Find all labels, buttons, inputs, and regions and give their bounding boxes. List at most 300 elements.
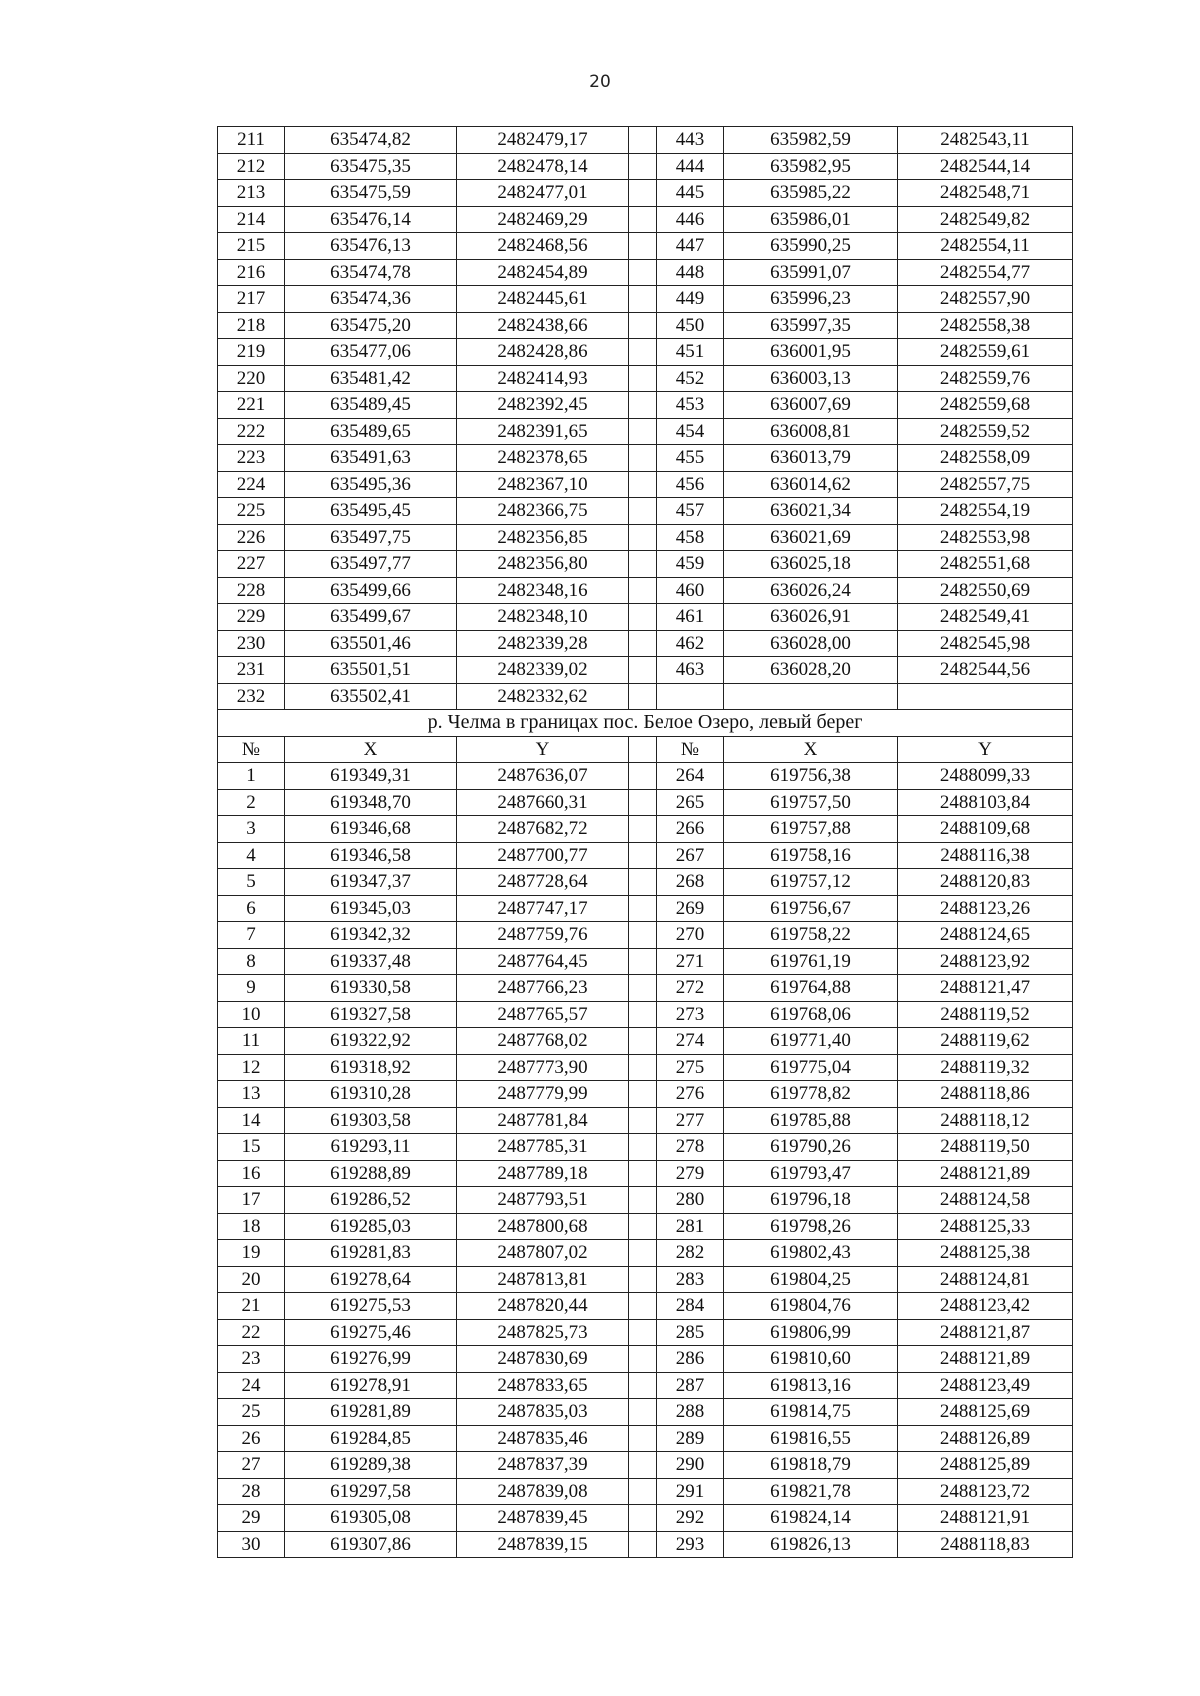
- y-coordinate-cell: 2487779,99: [457, 1081, 629, 1108]
- point-number-cell: 264: [657, 763, 724, 790]
- point-number-cell: 11: [218, 1028, 285, 1055]
- point-number-cell: 221: [218, 392, 285, 419]
- spacer-cell: [629, 869, 657, 896]
- x-coordinate-cell: 619768,06: [724, 1001, 898, 1028]
- spacer-cell: [629, 1081, 657, 1108]
- x-coordinate-cell: 619810,60: [724, 1346, 898, 1373]
- spacer-cell: [629, 1425, 657, 1452]
- point-number-cell: 3: [218, 816, 285, 843]
- x-coordinate-cell: 636003,13: [724, 365, 898, 392]
- x-coordinate-cell: 635499,66: [285, 577, 457, 604]
- point-number-cell: 219: [218, 339, 285, 366]
- x-coordinate-cell: 635982,59: [724, 127, 898, 154]
- y-coordinate-cell: 2482477,01: [457, 180, 629, 207]
- x-coordinate-cell: 635990,25: [724, 233, 898, 260]
- point-number-cell: [657, 683, 724, 710]
- x-coordinate-cell: 619305,08: [285, 1505, 457, 1532]
- point-number-cell: 284: [657, 1293, 724, 1320]
- point-number-cell: 19: [218, 1240, 285, 1267]
- point-number-cell: 447: [657, 233, 724, 260]
- point-number-cell: 16: [218, 1160, 285, 1187]
- y-coordinate-cell: 2482454,89: [457, 259, 629, 286]
- x-coordinate-cell: 635489,65: [285, 418, 457, 445]
- table-row: [218, 445, 1073, 472]
- y-coordinate-cell: 2482559,61: [898, 339, 1073, 366]
- y-coordinate-cell: 2488123,72: [898, 1478, 1073, 1505]
- spacer-cell: [629, 657, 657, 684]
- spacer-cell: [629, 445, 657, 472]
- point-number-cell: 212: [218, 153, 285, 180]
- x-coordinate-cell: 619771,40: [724, 1028, 898, 1055]
- x-coordinate-cell: 619284,85: [285, 1425, 457, 1452]
- spacer-cell: [629, 1505, 657, 1532]
- y-coordinate-cell: 2482549,41: [898, 604, 1073, 631]
- x-coordinate-cell: 636025,18: [724, 551, 898, 578]
- x-coordinate-cell: 619276,99: [285, 1346, 457, 1373]
- y-coordinate-cell: 2488119,32: [898, 1054, 1073, 1081]
- section-title-row: [218, 710, 1073, 737]
- y-coordinate-cell: 2487747,17: [457, 895, 629, 922]
- point-number-cell: 275: [657, 1054, 724, 1081]
- y-coordinate-cell: 2488109,68: [898, 816, 1073, 843]
- y-coordinate-cell: 2482553,98: [898, 524, 1073, 551]
- y-coordinate-cell: 2487636,07: [457, 763, 629, 790]
- point-number-cell: 20: [218, 1266, 285, 1293]
- point-number-cell: 265: [657, 789, 724, 816]
- y-coordinate-cell: 2488119,62: [898, 1028, 1073, 1055]
- y-coordinate-cell: 2487825,73: [457, 1319, 629, 1346]
- spacer-cell: [629, 418, 657, 445]
- table-row: [218, 683, 1073, 710]
- y-coordinate-cell: 2482469,29: [457, 206, 629, 233]
- point-number-cell: 293: [657, 1531, 724, 1558]
- point-number-cell: 228: [218, 577, 285, 604]
- y-coordinate-cell: 2487830,69: [457, 1346, 629, 1373]
- spacer-cell: [629, 127, 657, 154]
- point-number-cell: 289: [657, 1425, 724, 1452]
- table-row: [218, 153, 1073, 180]
- y-coordinate-cell: 2487833,65: [457, 1372, 629, 1399]
- y-coordinate-cell: 2488121,91: [898, 1505, 1073, 1532]
- y-coordinate-cell: 2488124,81: [898, 1266, 1073, 1293]
- point-number-cell: 267: [657, 842, 724, 869]
- y-coordinate-cell: 2488123,49: [898, 1372, 1073, 1399]
- point-number-cell: 29: [218, 1505, 285, 1532]
- y-coordinate-cell: 2487759,76: [457, 922, 629, 949]
- x-coordinate-cell: 635501,51: [285, 657, 457, 684]
- point-number-cell: №: [218, 736, 285, 763]
- spacer-cell: [629, 180, 657, 207]
- y-coordinate-cell: 2482366,75: [457, 498, 629, 525]
- point-number-cell: 453: [657, 392, 724, 419]
- table-row: [218, 339, 1073, 366]
- table-row: [218, 180, 1073, 207]
- y-coordinate-cell: 2488126,89: [898, 1425, 1073, 1452]
- x-coordinate-cell: X: [285, 736, 457, 763]
- y-coordinate-cell: 2482392,45: [457, 392, 629, 419]
- x-coordinate-cell: 619348,70: [285, 789, 457, 816]
- point-number-cell: 458: [657, 524, 724, 551]
- spacer-cell: [629, 1372, 657, 1399]
- y-coordinate-cell: 2488123,26: [898, 895, 1073, 922]
- y-coordinate-cell: 2482348,10: [457, 604, 629, 631]
- table-row: [218, 842, 1073, 869]
- point-number-cell: 24: [218, 1372, 285, 1399]
- y-coordinate-cell: 2482559,52: [898, 418, 1073, 445]
- point-number-cell: 13: [218, 1081, 285, 1108]
- point-number-cell: 220: [218, 365, 285, 392]
- y-coordinate-cell: 2482367,10: [457, 471, 629, 498]
- x-coordinate-cell: 619297,58: [285, 1478, 457, 1505]
- spacer-cell: [629, 1319, 657, 1346]
- y-coordinate-cell: 2487807,02: [457, 1240, 629, 1267]
- spacer-cell: [629, 1452, 657, 1479]
- table-row: [218, 577, 1073, 604]
- point-number-cell: 2: [218, 789, 285, 816]
- y-coordinate-cell: 2488125,89: [898, 1452, 1073, 1479]
- x-coordinate-cell: 619796,18: [724, 1187, 898, 1214]
- x-coordinate-cell: 619346,68: [285, 816, 457, 843]
- point-number-cell: 211: [218, 127, 285, 154]
- spacer-cell: [629, 736, 657, 763]
- x-coordinate-cell: 635497,75: [285, 524, 457, 551]
- table-row: [218, 604, 1073, 631]
- point-number-cell: 460: [657, 577, 724, 604]
- point-number-cell: 12: [218, 1054, 285, 1081]
- y-coordinate-cell: 2482548,71: [898, 180, 1073, 207]
- x-coordinate-cell: 619285,03: [285, 1213, 457, 1240]
- y-coordinate-cell: 2487800,68: [457, 1213, 629, 1240]
- point-number-cell: 273: [657, 1001, 724, 1028]
- point-number-cell: 6: [218, 895, 285, 922]
- point-number-cell: 7: [218, 922, 285, 949]
- point-number-cell: 286: [657, 1346, 724, 1373]
- x-coordinate-cell: 635474,36: [285, 286, 457, 313]
- y-coordinate-cell: 2487835,46: [457, 1425, 629, 1452]
- point-number-cell: 15: [218, 1134, 285, 1161]
- y-coordinate-cell: 2482550,69: [898, 577, 1073, 604]
- table-row: [218, 1531, 1073, 1558]
- point-number-cell: 443: [657, 127, 724, 154]
- x-coordinate-cell: 636008,81: [724, 418, 898, 445]
- x-coordinate-cell: 619804,25: [724, 1266, 898, 1293]
- x-coordinate-cell: 619278,91: [285, 1372, 457, 1399]
- y-coordinate-cell: 2487766,23: [457, 975, 629, 1002]
- x-coordinate-cell: 619337,48: [285, 948, 457, 975]
- table-row: [218, 1266, 1073, 1293]
- spacer-cell: [629, 922, 657, 949]
- x-coordinate-cell: 619824,14: [724, 1505, 898, 1532]
- point-number-cell: 223: [218, 445, 285, 472]
- table-row: [218, 127, 1073, 154]
- table-row: [218, 418, 1073, 445]
- x-coordinate-cell: 619347,37: [285, 869, 457, 896]
- coordinates-table: [217, 126, 1073, 1558]
- point-number-cell: 279: [657, 1160, 724, 1187]
- table-row: [218, 471, 1073, 498]
- point-number-cell: 292: [657, 1505, 724, 1532]
- table-row: [218, 1213, 1073, 1240]
- table-row: [218, 1505, 1073, 1532]
- y-coordinate-cell: 2487768,02: [457, 1028, 629, 1055]
- point-number-cell: 214: [218, 206, 285, 233]
- y-coordinate-cell: 2488123,92: [898, 948, 1073, 975]
- y-coordinate-cell: 2487793,51: [457, 1187, 629, 1214]
- point-number-cell: 231: [218, 657, 285, 684]
- x-coordinate-cell: 619288,89: [285, 1160, 457, 1187]
- y-coordinate-cell: 2487839,45: [457, 1505, 629, 1532]
- spacer-cell: [629, 1478, 657, 1505]
- table-row: [218, 1372, 1073, 1399]
- point-number-cell: 218: [218, 312, 285, 339]
- y-coordinate-cell: 2488124,58: [898, 1187, 1073, 1214]
- point-number-cell: 22: [218, 1319, 285, 1346]
- table-row: [218, 233, 1073, 260]
- x-coordinate-cell: 619818,79: [724, 1452, 898, 1479]
- table-row: [218, 498, 1073, 525]
- point-number-cell: 282: [657, 1240, 724, 1267]
- x-coordinate-cell: 635474,82: [285, 127, 457, 154]
- point-number-cell: 280: [657, 1187, 724, 1214]
- x-coordinate-cell: 635491,63: [285, 445, 457, 472]
- y-coordinate-cell: 2487700,77: [457, 842, 629, 869]
- spacer-cell: [629, 1107, 657, 1134]
- point-number-cell: 268: [657, 869, 724, 896]
- x-coordinate-cell: 636001,95: [724, 339, 898, 366]
- spacer-cell: [629, 153, 657, 180]
- point-number-cell: 450: [657, 312, 724, 339]
- y-coordinate-cell: 2482557,90: [898, 286, 1073, 313]
- point-number-cell: 26: [218, 1425, 285, 1452]
- point-number-cell: 463: [657, 657, 724, 684]
- spacer-cell: [629, 286, 657, 313]
- x-coordinate-cell: 619303,58: [285, 1107, 457, 1134]
- spacer-cell: [629, 763, 657, 790]
- y-coordinate-cell: 2488118,86: [898, 1081, 1073, 1108]
- y-coordinate-cell: 2488119,50: [898, 1134, 1073, 1161]
- x-coordinate-cell: 636014,62: [724, 471, 898, 498]
- point-number-cell: 8: [218, 948, 285, 975]
- spacer-cell: [629, 1293, 657, 1320]
- x-coordinate-cell: 635497,77: [285, 551, 457, 578]
- y-coordinate-cell: 2482559,76: [898, 365, 1073, 392]
- y-coordinate-cell: 2488125,33: [898, 1213, 1073, 1240]
- x-coordinate-cell: 619281,89: [285, 1399, 457, 1426]
- point-number-cell: 456: [657, 471, 724, 498]
- x-coordinate-cell: 635986,01: [724, 206, 898, 233]
- point-number-cell: №: [657, 736, 724, 763]
- y-coordinate-cell: [898, 683, 1073, 710]
- table-row: [218, 1187, 1073, 1214]
- spacer-cell: [629, 1399, 657, 1426]
- x-coordinate-cell: 619778,82: [724, 1081, 898, 1108]
- x-coordinate-cell: 619804,76: [724, 1293, 898, 1320]
- point-number-cell: 23: [218, 1346, 285, 1373]
- x-coordinate-cell: 619346,58: [285, 842, 457, 869]
- y-coordinate-cell: 2482549,82: [898, 206, 1073, 233]
- point-number-cell: 17: [218, 1187, 285, 1214]
- spacer-cell: [629, 948, 657, 975]
- table-row: [218, 630, 1073, 657]
- table-row: [218, 1001, 1073, 1028]
- point-number-cell: 287: [657, 1372, 724, 1399]
- point-number-cell: 448: [657, 259, 724, 286]
- x-coordinate-cell: 635481,42: [285, 365, 457, 392]
- point-number-cell: 232: [218, 683, 285, 710]
- y-coordinate-cell: 2487835,03: [457, 1399, 629, 1426]
- spacer-cell: [629, 551, 657, 578]
- spacer-cell: [629, 365, 657, 392]
- point-number-cell: 227: [218, 551, 285, 578]
- point-number-cell: 215: [218, 233, 285, 260]
- table-row: [218, 1081, 1073, 1108]
- y-coordinate-cell: 2482468,56: [457, 233, 629, 260]
- y-coordinate-cell: 2487839,15: [457, 1531, 629, 1558]
- y-coordinate-cell: 2487728,64: [457, 869, 629, 896]
- table-row: [218, 657, 1073, 684]
- x-coordinate-cell: 636013,79: [724, 445, 898, 472]
- spacer-cell: [629, 895, 657, 922]
- x-coordinate-cell: 636026,91: [724, 604, 898, 631]
- x-coordinate-cell: 635996,23: [724, 286, 898, 313]
- y-coordinate-cell: 2482558,09: [898, 445, 1073, 472]
- spacer-cell: [629, 1240, 657, 1267]
- y-coordinate-cell: 2482545,98: [898, 630, 1073, 657]
- x-coordinate-cell: 619322,92: [285, 1028, 457, 1055]
- point-number-cell: 9: [218, 975, 285, 1002]
- point-number-cell: 462: [657, 630, 724, 657]
- table-row: [218, 789, 1073, 816]
- x-coordinate-cell: 635495,36: [285, 471, 457, 498]
- point-number-cell: 461: [657, 604, 724, 631]
- point-number-cell: 5: [218, 869, 285, 896]
- y-coordinate-cell: 2488124,65: [898, 922, 1073, 949]
- table-row: [218, 365, 1073, 392]
- x-coordinate-cell: 619758,16: [724, 842, 898, 869]
- y-coordinate-cell: 2487785,31: [457, 1134, 629, 1161]
- point-number-cell: 278: [657, 1134, 724, 1161]
- y-coordinate-cell: 2488121,87: [898, 1319, 1073, 1346]
- y-coordinate-cell: 2482544,14: [898, 153, 1073, 180]
- spacer-cell: [629, 577, 657, 604]
- spacer-cell: [629, 1213, 657, 1240]
- column-header-row: [218, 736, 1073, 763]
- x-coordinate-cell: 619821,78: [724, 1478, 898, 1505]
- x-coordinate-cell: 619289,38: [285, 1452, 457, 1479]
- y-coordinate-cell: 2482543,11: [898, 127, 1073, 154]
- y-coordinate-cell: 2482554,77: [898, 259, 1073, 286]
- spacer-cell: [629, 816, 657, 843]
- x-coordinate-cell: 619278,64: [285, 1266, 457, 1293]
- x-coordinate-cell: 635475,35: [285, 153, 457, 180]
- y-coordinate-cell: 2482479,17: [457, 127, 629, 154]
- table-row: [218, 763, 1073, 790]
- spacer-cell: [629, 339, 657, 366]
- x-coordinate-cell: 635476,13: [285, 233, 457, 260]
- x-coordinate-cell: 619814,75: [724, 1399, 898, 1426]
- y-coordinate-cell: 2482332,62: [457, 683, 629, 710]
- x-coordinate-cell: 619806,99: [724, 1319, 898, 1346]
- x-coordinate-cell: 636026,24: [724, 577, 898, 604]
- x-coordinate-cell: 619275,46: [285, 1319, 457, 1346]
- x-coordinate-cell: 619798,26: [724, 1213, 898, 1240]
- x-coordinate-cell: 619349,31: [285, 763, 457, 790]
- table-row: [218, 206, 1073, 233]
- y-coordinate-cell: 2482554,11: [898, 233, 1073, 260]
- x-coordinate-cell: 619281,83: [285, 1240, 457, 1267]
- spacer-cell: [629, 498, 657, 525]
- table-row: [218, 1319, 1073, 1346]
- section-title: р. Челма в границах пос. Белое Озеро, левый берег: [218, 710, 1073, 737]
- point-number-cell: 449: [657, 286, 724, 313]
- spacer-cell: [629, 1054, 657, 1081]
- spacer-cell: [629, 1266, 657, 1293]
- x-coordinate-cell: [724, 683, 898, 710]
- spacer-cell: [629, 1187, 657, 1214]
- x-coordinate-cell: 635495,45: [285, 498, 457, 525]
- spacer-cell: [629, 471, 657, 498]
- y-coordinate-cell: 2482551,68: [898, 551, 1073, 578]
- y-coordinate-cell: 2482557,75: [898, 471, 1073, 498]
- point-number-cell: 272: [657, 975, 724, 1002]
- y-coordinate-cell: 2488103,84: [898, 789, 1073, 816]
- table-row: [218, 975, 1073, 1002]
- x-coordinate-cell: 619275,53: [285, 1293, 457, 1320]
- table-row: [218, 1478, 1073, 1505]
- point-number-cell: 216: [218, 259, 285, 286]
- point-number-cell: 446: [657, 206, 724, 233]
- table-row: [218, 1028, 1073, 1055]
- spacer-cell: [629, 1346, 657, 1373]
- point-number-cell: 281: [657, 1213, 724, 1240]
- x-coordinate-cell: 619757,50: [724, 789, 898, 816]
- x-coordinate-cell: 636007,69: [724, 392, 898, 419]
- table-row: [218, 1160, 1073, 1187]
- point-number-cell: 266: [657, 816, 724, 843]
- spacer-cell: [629, 1134, 657, 1161]
- page-number: 20: [589, 72, 611, 92]
- point-number-cell: 277: [657, 1107, 724, 1134]
- spacer-cell: [629, 233, 657, 260]
- x-coordinate-cell: 619757,88: [724, 816, 898, 843]
- y-coordinate-cell: 2487773,90: [457, 1054, 629, 1081]
- point-number-cell: 270: [657, 922, 724, 949]
- y-coordinate-cell: 2488123,42: [898, 1293, 1073, 1320]
- x-coordinate-cell: 619756,38: [724, 763, 898, 790]
- point-number-cell: 217: [218, 286, 285, 313]
- point-number-cell: 28: [218, 1478, 285, 1505]
- y-coordinate-cell: Y: [457, 736, 629, 763]
- point-number-cell: 14: [218, 1107, 285, 1134]
- table-row: [218, 1240, 1073, 1267]
- point-number-cell: 25: [218, 1399, 285, 1426]
- y-coordinate-cell: 2482554,19: [898, 498, 1073, 525]
- spacer-cell: [629, 1028, 657, 1055]
- spacer-cell: [629, 789, 657, 816]
- y-coordinate-cell: 2487837,39: [457, 1452, 629, 1479]
- y-coordinate-cell: 2488121,89: [898, 1346, 1073, 1373]
- y-coordinate-cell: 2488116,38: [898, 842, 1073, 869]
- point-number-cell: 291: [657, 1478, 724, 1505]
- y-coordinate-cell: 2487781,84: [457, 1107, 629, 1134]
- x-coordinate-cell: 635982,95: [724, 153, 898, 180]
- x-coordinate-cell: 635502,41: [285, 683, 457, 710]
- y-coordinate-cell: Y: [898, 736, 1073, 763]
- point-number-cell: 451: [657, 339, 724, 366]
- x-coordinate-cell: 619775,04: [724, 1054, 898, 1081]
- table-row: [218, 312, 1073, 339]
- point-number-cell: 290: [657, 1452, 724, 1479]
